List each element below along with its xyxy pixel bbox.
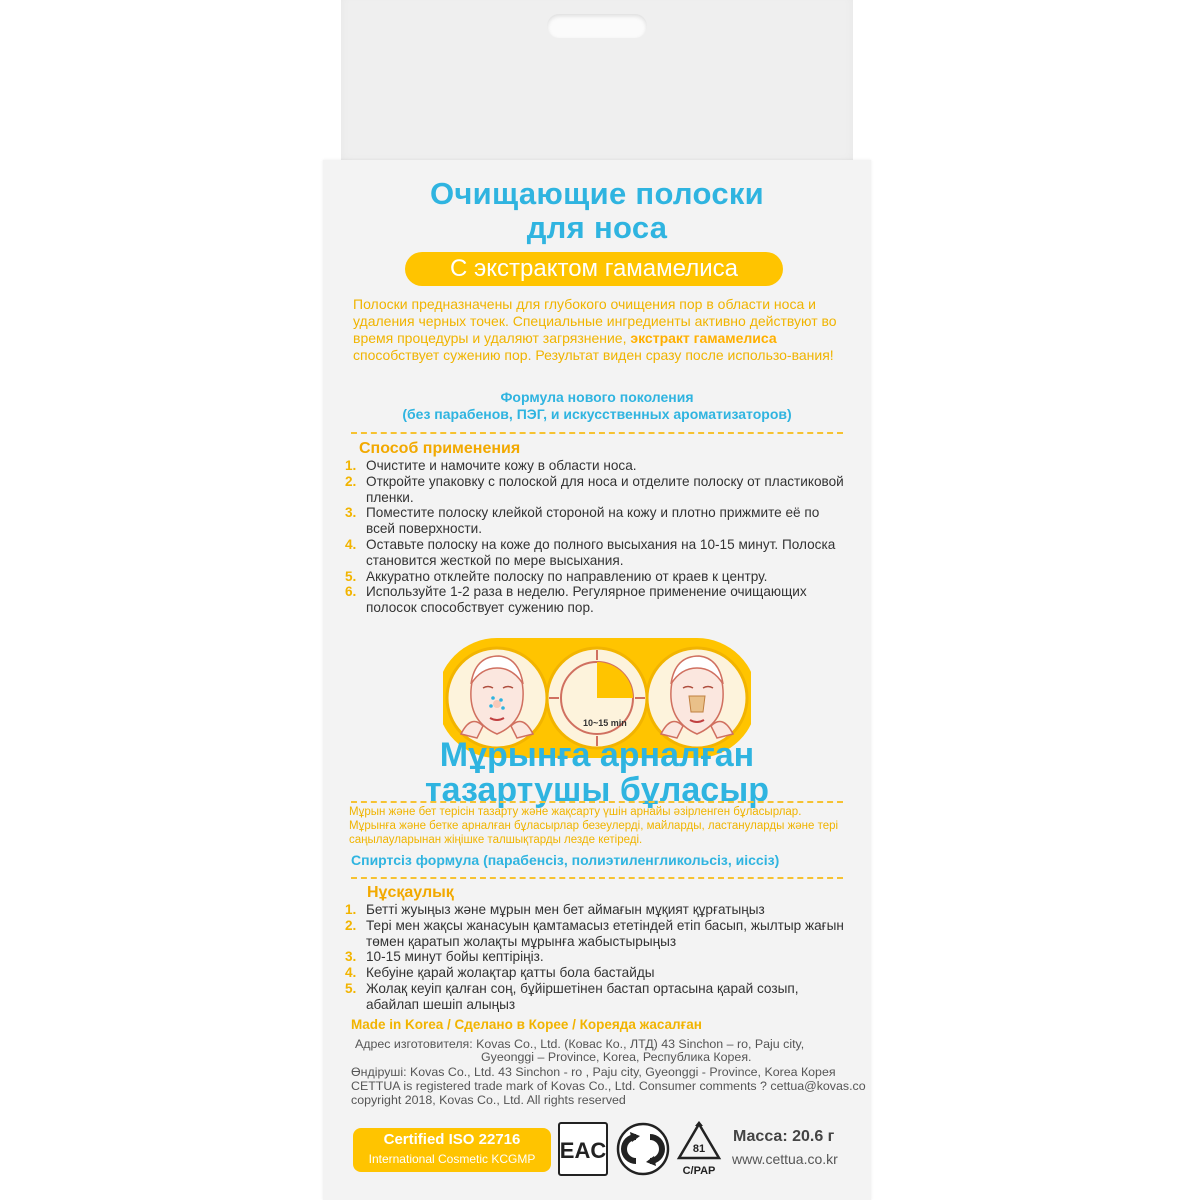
- manufacturer-address-line2: Gyeonggi – Province, Korea, Республика Корея.: [481, 1050, 752, 1064]
- step-text: Очистите и намочите кожу в области носа.: [366, 458, 637, 473]
- step-number: 2.: [345, 917, 357, 933]
- cert-line1: Certified ISO 22716: [383, 1131, 521, 1148]
- step-text: Оставьте полоску на коже до полного высыхания на 10-15 минут. Полоска становится жесткой по мере высыхания.: [366, 536, 836, 568]
- step-item: [345, 569, 845, 585]
- step-number: 1.: [345, 902, 357, 917]
- step-text: Откройте упаковку с полоской для носа и отделите полоску от пластиковой пленки.: [366, 473, 844, 505]
- step-item: [345, 584, 845, 616]
- step-number: 3.: [345, 949, 357, 965]
- face-strip-applied-icon: [647, 648, 747, 748]
- title-kz-line1: Мұрынға арналған: [439, 736, 755, 774]
- title-ru-line2: для носа: [526, 210, 668, 245]
- method-title-ru: Способ применения: [359, 440, 521, 457]
- step-number: 5.: [345, 980, 357, 996]
- formula-ru-line1: Формула нового поколения: [500, 389, 694, 405]
- step-item: [345, 474, 845, 506]
- dashed-divider: [351, 432, 843, 434]
- mass-label: Масса: 20.6 г: [733, 1128, 835, 1145]
- package-hanger-tab: [341, 0, 853, 168]
- step-text: Аккуратно отклейте полоску по направлению от краев к центру.: [366, 568, 768, 584]
- trademark-line: CETTUA is registered trade mark of Kovas Co., Ltd. Consumer comments ? cettua@kovas.co: [351, 1079, 866, 1093]
- step-text: Поместите полоску клейкой стороной на кожу и плотно прижмите её по всей поверхности.: [366, 505, 820, 537]
- step-text: 10-15 минут бойы кептіріңіз.: [366, 949, 544, 965]
- step-number: 6.: [345, 584, 357, 600]
- steps-kz-list: [345, 902, 845, 1013]
- step-item: [345, 537, 845, 569]
- dashed-divider-kz2: [351, 877, 843, 879]
- title-kz-line2: тазартушы бұласыр: [424, 771, 770, 809]
- step-item: [345, 918, 845, 950]
- made-in-label: Made in Korea / Сделано в Корее / Кореяда жасалған: [351, 1017, 702, 1032]
- step-item: [345, 965, 845, 981]
- svg-text:C/PAP: C/PAP: [682, 1165, 716, 1177]
- recycle-triangle-icon: [675, 1120, 723, 1178]
- step-item: [345, 902, 845, 918]
- intro-ru-text-end: способствует сужению пор. Результат виден сразу после использо-вания!: [353, 347, 834, 363]
- svg-text:81: 81: [692, 1143, 706, 1155]
- step-text: Используйте 1-2 раза в неделю. Регулярное применение очищающих полосок способствует сужению пор.: [366, 584, 807, 616]
- step-number: 4.: [345, 536, 357, 552]
- intro-kz-paragraph: Мұрын және бет терісін тазарту және жақсарту үшін арнайы әзірленген бұласырлар. Мұрынға және бетке арналған бұласырлар безеулерді, майларды, ластануларды және тері саңылауларынан жіңішке талшықтарды лезде кетіреді.: [349, 806, 839, 846]
- copyright-line: copyright 2018, Kovas Co., Ltd. All rights reserved: [351, 1093, 626, 1107]
- step-text: Жолақ кеуіп қалған соң, бұйіршетінен бастап ортасына қарай созып, абайлап шешіп алыңыз: [366, 980, 799, 1012]
- step-item: [345, 981, 845, 1013]
- step-text: Тері мен жақсы жанасуын қамтамасыз ететіндей етіп басып, жылтыр жағын төмен қаратып жолақты мұрынға жабыстырыңыз: [366, 917, 844, 949]
- step-text: Бетті жуыңыз және мұрын мен бет аймағын мұқият құрғатыңыз: [366, 902, 765, 917]
- subtitle-ru-badge: С экстрактом гамамелиса: [405, 252, 783, 286]
- formula-ru-line2: (без парабенов, ПЭГ, и искусственных ароматизаторов): [402, 406, 792, 422]
- step-number: 4.: [345, 965, 357, 981]
- intro-ru-paragraph: [353, 296, 849, 364]
- intro-ru-text: Полоски предназначены для глубокого очищения пор в области носа и удаления черных точек. Специальные ингредиенты активно действуют во время процедуры и удаляют загрязнение,: [353, 296, 837, 346]
- green-dot-recycle-icon: [616, 1122, 670, 1176]
- cert-line2: International Cosmetic KCGMP: [368, 1152, 536, 1166]
- eac-icon: [558, 1122, 608, 1176]
- manufacturer-address-line1: Адрес изготовителя: Kovas Co., Ltd. (Ковас Ко., ЛТД) 43 Sinchon – ro, Paju city,: [355, 1037, 805, 1051]
- step-number: 1.: [345, 458, 357, 473]
- intro-ru-highlight: экстракт гамамелиса: [630, 330, 777, 346]
- step-item: [345, 505, 845, 537]
- step-item: [345, 458, 845, 474]
- svg-text:EAC: EAC: [559, 1138, 607, 1163]
- formula-kz: Спиртсіз формула (парабенсіз, полиэтиленгликольсіз, иіссіз): [351, 852, 780, 868]
- website-link[interactable]: www.cettua.co.kr: [732, 1151, 838, 1167]
- timer-icon: [547, 648, 647, 748]
- iso-certification-badge: [353, 1128, 551, 1172]
- timer-label: 10~15 min: [583, 718, 627, 728]
- step-text: Кебуіне қарай жолақтар қатты бола бастайды: [366, 965, 655, 981]
- method-title-kz: Нұсқаулық: [367, 884, 454, 901]
- step-number: 5.: [345, 568, 357, 584]
- dashed-divider-kz: [351, 801, 843, 803]
- producer-kz-line: Өндіруші: Kovas Co., Ltd. 43 Sinchon - ro , Paju city, Gyeonggi - Province, Korea Корея: [351, 1065, 836, 1079]
- hanger-hole: [547, 14, 647, 38]
- face-wet-nose-icon: [447, 648, 547, 748]
- step-item: [345, 949, 845, 965]
- title-ru-line1: Очищающие полоски: [429, 176, 765, 211]
- step-number: 2.: [345, 473, 357, 489]
- steps-ru-list: [345, 458, 845, 616]
- step-number: 3.: [345, 505, 357, 521]
- package-back-panel: [323, 160, 871, 1200]
